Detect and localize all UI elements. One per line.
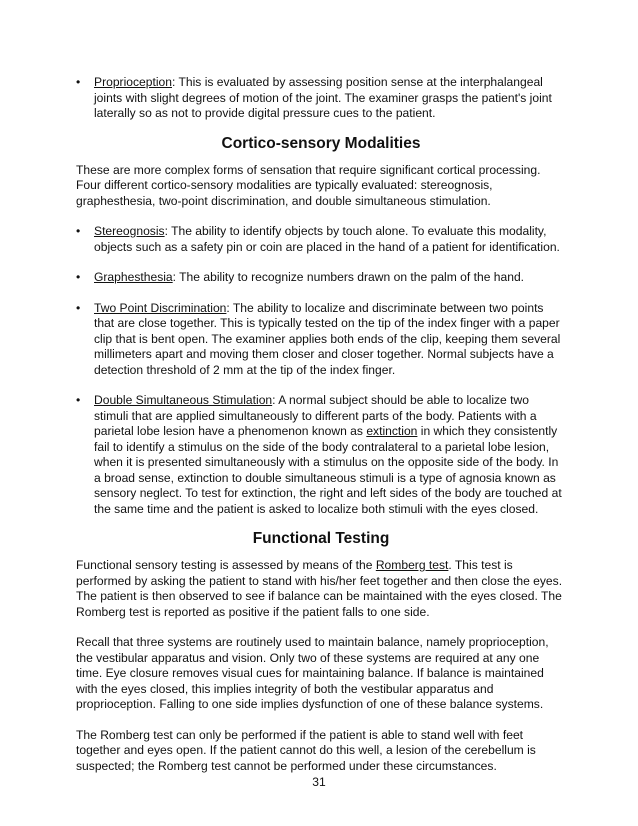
bullet-term: Stereognosis [94,224,165,238]
section-heading-functional-testing: Functional Testing [252,530,390,547]
section-heading-cortico-sensory: Cortico-sensory Modalities [221,134,421,152]
bullet-text: : This is evaluated by assessing position sense at the interphalangeal joints with slight degrees of motion of the joint. The examiner grasps the patient's joint laterally so as not to provide digital pressure cues to the patient. [94,75,552,120]
bullet-dot: • [76,393,81,407]
bullet-term: Proprioception [94,75,172,89]
bullet-text: : The ability to recognize numbers drawn on the palm of the hand. [172,270,525,284]
paragraph-text: Functional sensory testing is assessed by means of the [76,558,376,572]
bullet-double-simultaneous-stimulation [76,393,566,517]
bullet-text: in which they consistently fail to identify a stimulus on the side of the body contralateral to a parietal lobe lesion, when it is presented simultaneously with a stimulus on the opposite side of the body. In a broad sense, extinction to double simultaneous stimuli is a type of agnosia known as sensory neglect. To test for extinction, the right and left sides of the body are touched at the same time and the patient is asked to localize both stimuli with the eyes closed. [94,424,562,516]
paragraph-romberg-limitations: The Romberg test can only be performed if the patient is able to stand well with feet together and eyes open. If the patient cannot do this well, a lesion of the cerebellum is suspected; the Romberg test cannot be performed under these circumstances. [76,727,536,773]
bullet-two-point-discrimination [76,301,566,379]
bullet-graphesthesia [76,270,566,286]
bullet-text: : The ability to localize and discriminate between two points that are close together. This is typically tested on the tip of the index finger with a paper clip that is bent open. The examiner applies both ends of the clip, keeping them several millimeters apart and moving them closer and closer together. Normal subjects have a detection threshold of 2 mm at the tip of the index finger. [94,300,561,377]
section-intro-paragraph: These are more complex forms of sensation that require significant cortical processing. Four different cortico-sensory modalities are typically evaluated: stereognosis, graphesthesia, two-point discrimination, and double simultaneous stimulation. [76,162,541,208]
inline-term-extinction: extinction [366,424,418,438]
bullet-proprioception [76,75,566,122]
page-number: 31 [312,775,326,789]
page-content [76,75,566,774]
bullet-dot: • [76,300,81,315]
inline-term-romberg-test: Romberg test [375,558,449,572]
paragraph-text: . This test is performed by asking the patient to stand with his/her feet together and then close the eyes. The patient is then observed to see if balance can be maintained with the eyes closed. The Romberg test is reported as positive if the patient falls to one side. [76,558,563,619]
bullet-dot: • [76,224,81,238]
bullet-dot: • [76,75,81,89]
paragraph-balance-systems: Recall that three systems are routinely used to maintain balance, namely proprioception, the vestibular apparatus and vision. Only two of these systems are required at any one time. Eye closure removes visual cues for maintaining balance. If balance is maintained with the eyes closed, this implies integrity of both the vestibular apparatus and proprioception. Falling to one side implies dysfunction of one of these balance systems. [76,635,549,711]
bullet-term: Double Simultaneous Stimulation [94,393,273,407]
bullet-term: Graphesthesia [94,270,173,284]
bullet-term: Two Point Discrimination [94,300,227,315]
bullet-text: : A normal subject should be able to localize two stimuli that are applied simultaneously to different parts of the body. Patients with a parietal lobe lesion have a phenomenon known as [94,393,537,438]
bullet-text: : The ability to identify objects by touch alone. To evaluate this modality, objects such as a safety pin or coin are placed in the hand of a patient for identification. [94,224,560,254]
bullet-stereognosis [76,224,566,255]
paragraph-romberg-intro [76,558,566,620]
bullet-dot: • [76,270,81,284]
